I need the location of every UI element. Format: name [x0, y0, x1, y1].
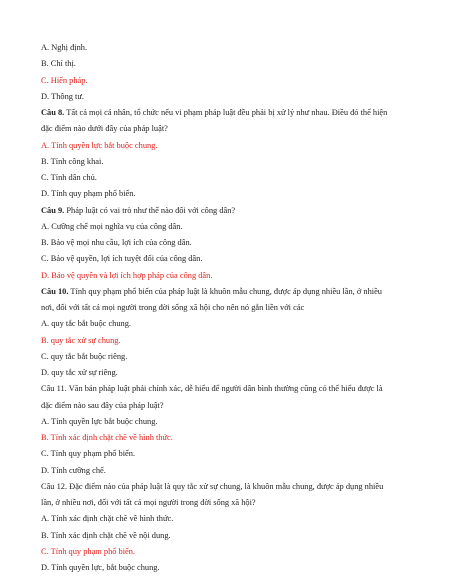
answer-option-correct: C. Hiến pháp. — [41, 75, 88, 85]
answer-option: B. Tính xác định chặt chẽ về nội dung. — [41, 530, 171, 540]
answer-option: A. Nghị định. — [41, 43, 88, 52]
answer-option-correct: B. Tính xác định chặt chẽ về hình thức. — [41, 433, 173, 442]
question-text: Tính quy phạm phổ biến của pháp luật là khuôn mẫu chung, được áp dụng nhiều lần, ở nhiều — [70, 286, 382, 296]
answer-option-correct: D. Bảo vệ quyền và lợi ích hợp pháp của công dân. — [41, 270, 213, 280]
question-text: nơi, đối với tất cả mọi người trong đời sống xã hội cho nên nó gắn liền với các — [41, 303, 305, 312]
answer-option: B. Bảo vệ mọi nhu cầu, lợi ích của công dân. — [41, 238, 192, 247]
answer-option-correct: C. Tính quy phạm phổ biến. — [41, 546, 136, 556]
question-number: Câu 12. — [41, 481, 68, 491]
answer-option: D. Thông tư. — [41, 91, 85, 101]
answer-option: B. Chỉ thị. — [41, 59, 76, 69]
question-8 — [41, 107, 387, 119]
answer-option: C. Tính quy phạm phổ biến. — [41, 449, 136, 459]
question-number: Câu 11. — [41, 384, 67, 394]
question-text: đặc điểm nào dưới đây của pháp luật? — [41, 124, 168, 134]
answer-option: A. quy tắc bắt buộc chung. — [41, 319, 132, 329]
answer-option: B. Tính công khai. — [41, 156, 104, 166]
answer-option: D. Tính quy phạm phổ biến. — [41, 189, 136, 199]
question-text: Pháp luật có vai trò như thế nào đối với công dân? — [66, 205, 236, 215]
question-number: Câu 9. — [41, 205, 65, 215]
answer-option: A. Tính quyền lực bắt buộc chung. — [41, 416, 158, 426]
question-text: Đặc điểm nào của pháp luật là quy tắc xử sự chung, là khuôn mẫu chung, được áp dụng nhiều — [69, 481, 384, 491]
question-text: Văn bản pháp luật phải chính xác, dễ hiểu để người dân bình thường cũng có thể hiểu được là — [68, 384, 383, 394]
answer-option: D. quy tắc xử sự riêng. — [41, 368, 118, 377]
question-number: Câu 8. — [41, 108, 65, 117]
answer-option: A. Tính xác định chặt chẽ về hình thức. — [41, 514, 174, 524]
answer-option-correct: B. quy tắc xử sự chung. — [41, 335, 121, 345]
question-12 — [41, 481, 383, 493]
question-text: đặc điểm nào sau đây của pháp luật? — [41, 400, 164, 410]
answer-option-correct: A. Tính quyền lực bắt buộc chung. — [41, 140, 158, 150]
question-text: lần, ở nhiều nơi, đối với tất cả mọi người trong đời sống xã hội? — [41, 498, 256, 507]
question-number: Câu 10. — [41, 286, 69, 296]
answer-option: C. quy tắc bắt buộc riêng. — [41, 351, 128, 361]
answer-option: A. Cưỡng chế mọi nghĩa vụ của công dân. — [41, 221, 183, 231]
question-10 — [41, 286, 382, 298]
question-text: Tất cả mọi cá nhân, tổ chức nếu vi phạm pháp luật đều phải bị xử lý như nhau. Điều đó thể hiện — [66, 108, 388, 117]
question-9 — [41, 205, 235, 217]
answer-option: C. Tính dân chủ. — [41, 173, 97, 182]
answer-option: C. Bảo vệ quyền, lợi ích tuyệt đối của công dân. — [41, 254, 203, 264]
answer-option: D. Tính quyền lực, bắt buộc chung. — [41, 563, 160, 572]
question-11 — [41, 383, 383, 395]
answer-option: D. Tính cưỡng chế. — [41, 465, 106, 475]
